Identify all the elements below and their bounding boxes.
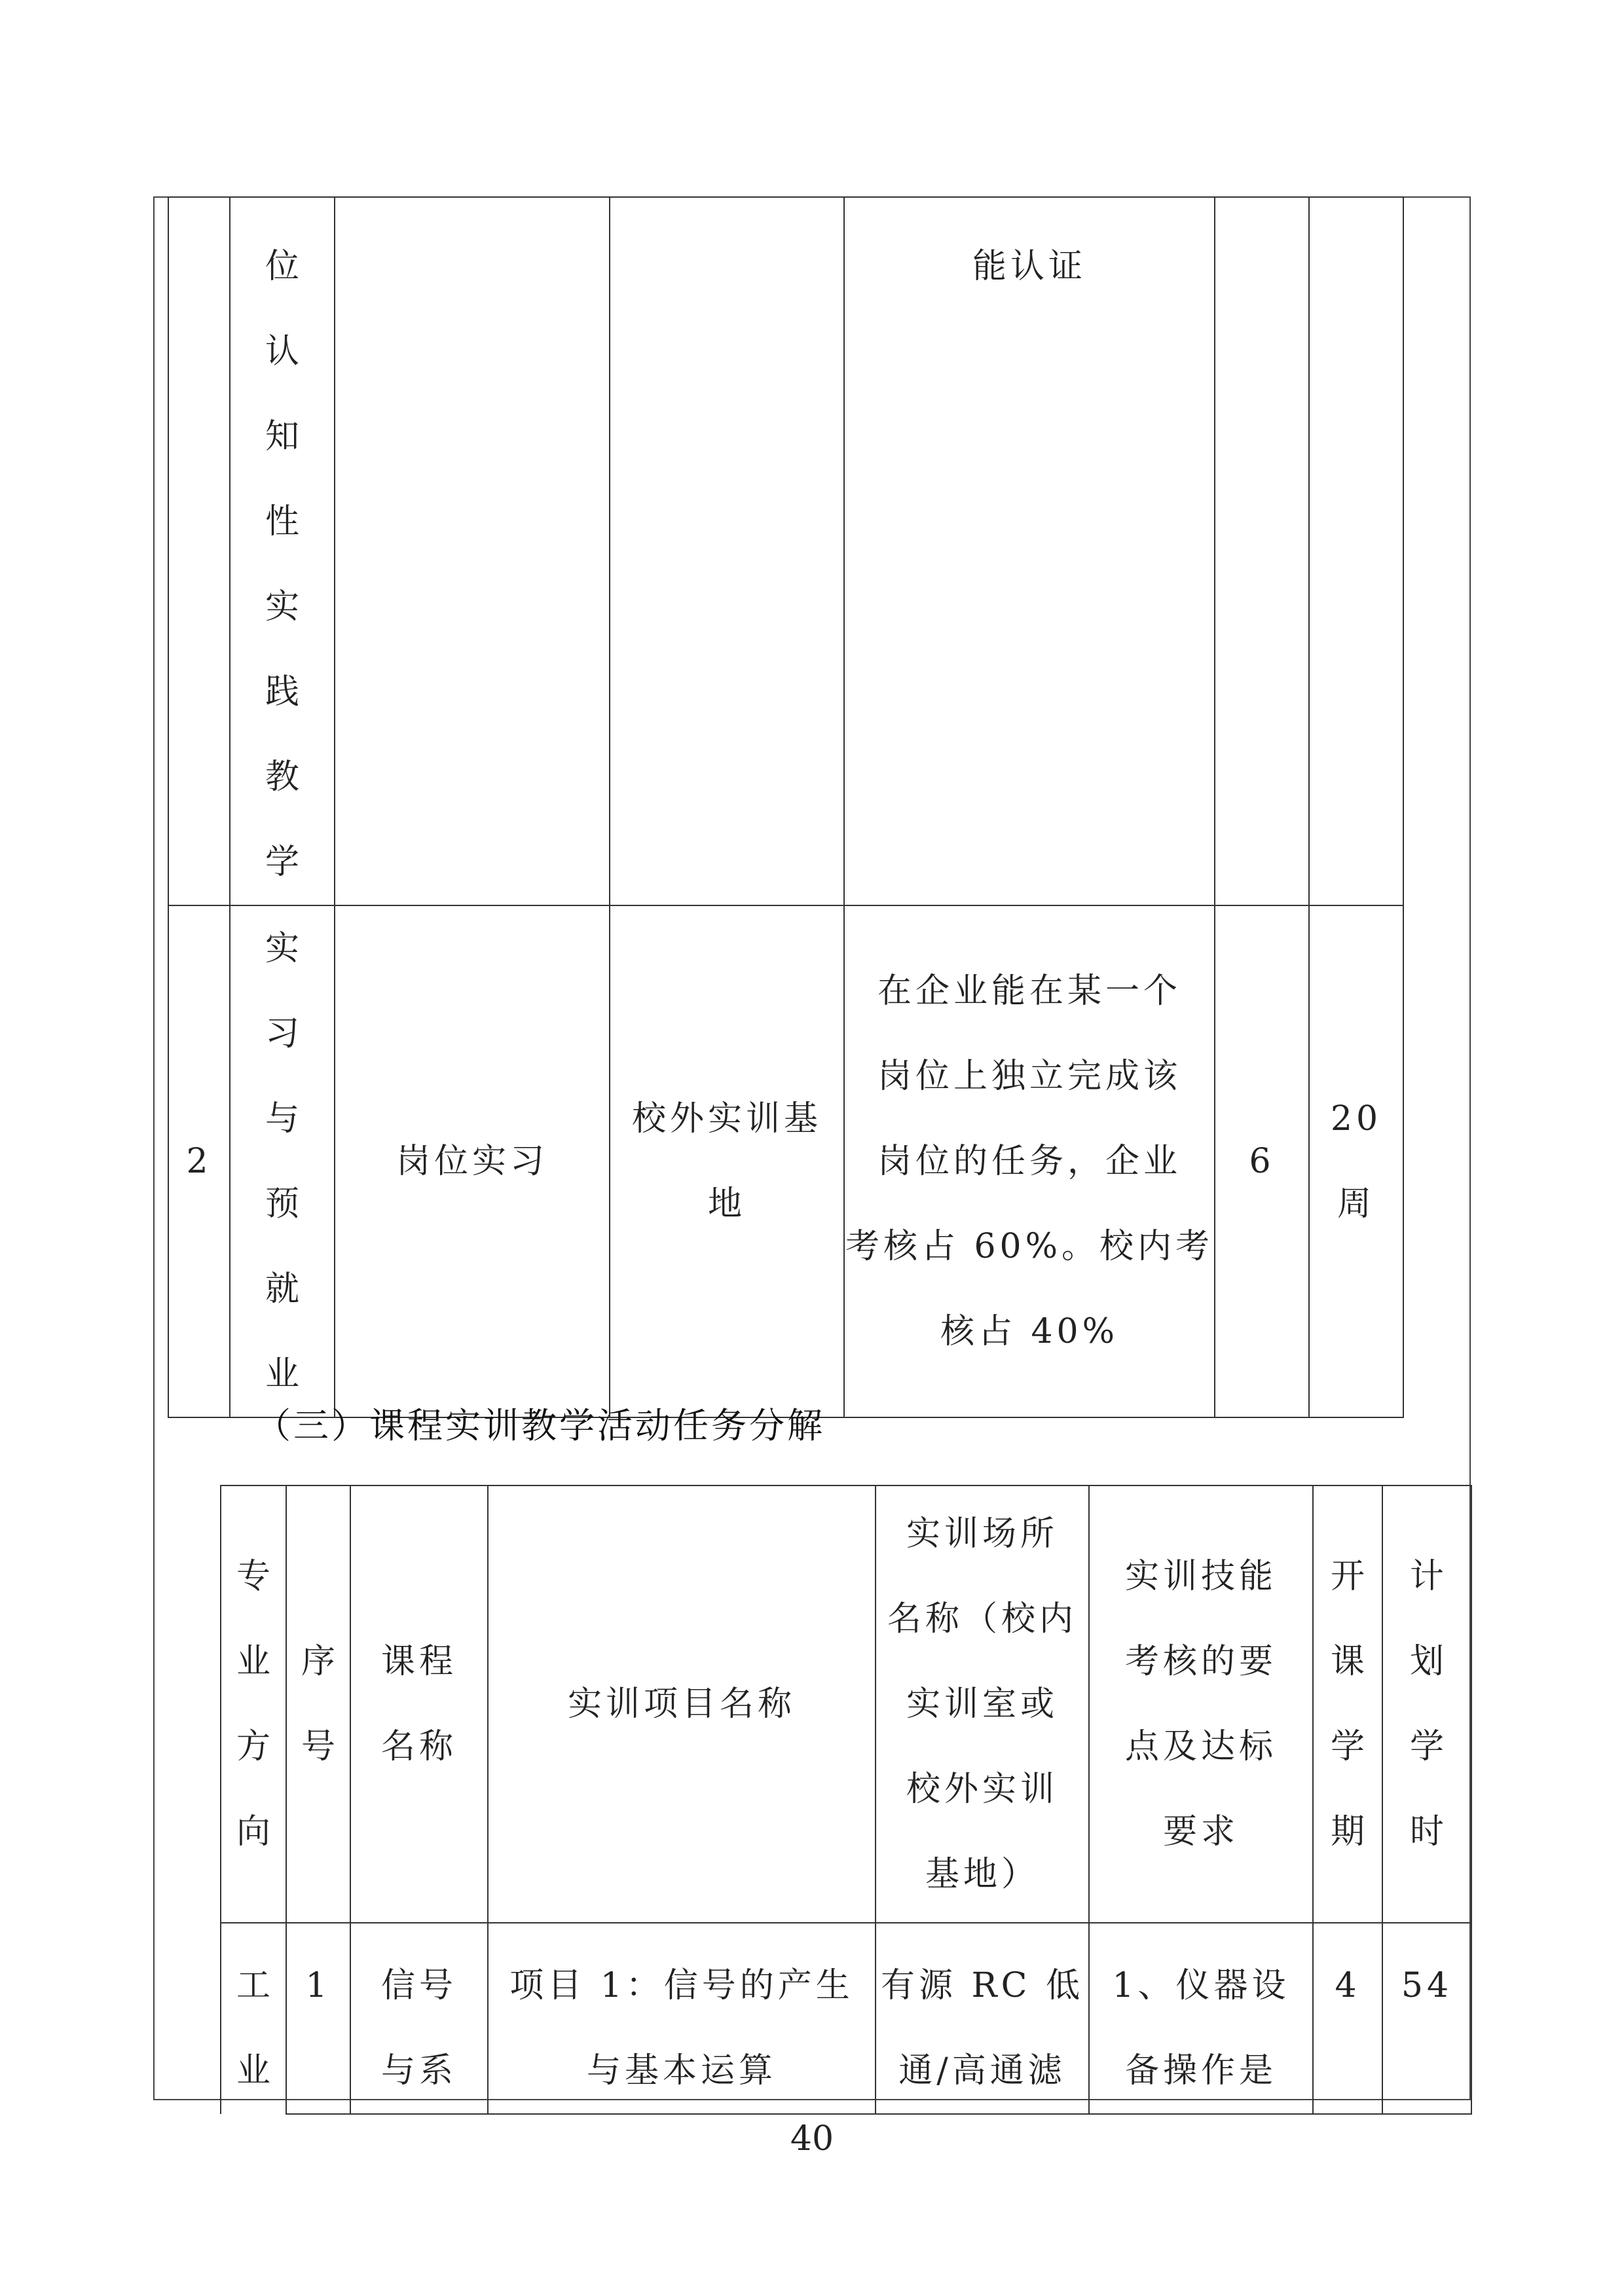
row-number: 2 <box>168 905 230 1417</box>
header-direction: 专 业 方 向 <box>221 1485 286 1923</box>
header-row <box>221 1485 1471 1923</box>
training-task-table <box>220 1485 1472 2115</box>
category-cell: 位 认 知 性 实 践 教 学 <box>230 197 335 905</box>
header-semester: 开 课 学 期 <box>1313 1485 1382 1923</box>
seq-cell: 1 <box>286 1923 350 2114</box>
course-name: 岗位实习 <box>335 905 610 1417</box>
header-site: 实训场所 名称（校内 实训室或 校外实训 基地） <box>876 1485 1089 1923</box>
table-row <box>168 905 1403 1417</box>
section-heading: （三）课程实训教学活动任务分解 <box>255 1405 825 1446</box>
table-row <box>168 197 1403 905</box>
skills-cell: 1、仪器设 备操作是 <box>1089 1923 1313 2114</box>
semester-cell: 4 <box>1313 1923 1382 2114</box>
header-skills: 实训技能 考核的要 点及达标 要求 <box>1089 1485 1313 1923</box>
semester-cell: 6 <box>1215 905 1309 1417</box>
table-row <box>221 1923 1471 2114</box>
header-hours: 计 划 学 时 <box>1382 1485 1471 1923</box>
requirement-cell: 能认证 <box>844 197 1215 905</box>
page-number: 40 <box>790 2119 834 2159</box>
project-cell: 项目 1：信号的产生 与基本运算 <box>488 1923 876 2114</box>
direction-cell: 工 业 <box>221 1923 286 2114</box>
header-project: 实训项目名称 <box>488 1485 876 1923</box>
course-cell: 信号 与系 <box>350 1923 488 2114</box>
header-seq: 序 号 <box>286 1485 350 1923</box>
hours-cell: 20 周 <box>1309 905 1403 1417</box>
site-cell: 有源 RC 低 通/高通滤 <box>876 1923 1089 2114</box>
header-course: 课程 名称 <box>350 1485 488 1923</box>
hours-cell: 54 <box>1382 1923 1471 2114</box>
training-place: 校外实训基 地 <box>610 905 844 1417</box>
practice-table <box>168 196 1404 1418</box>
category-cell: 实 习 与 预 就 业 <box>230 905 335 1417</box>
requirement-cell: 在企业能在某一个 岗位上独立完成该 岗位的任务，企业 考核占 60%。校内考 核占 40% <box>844 905 1215 1417</box>
